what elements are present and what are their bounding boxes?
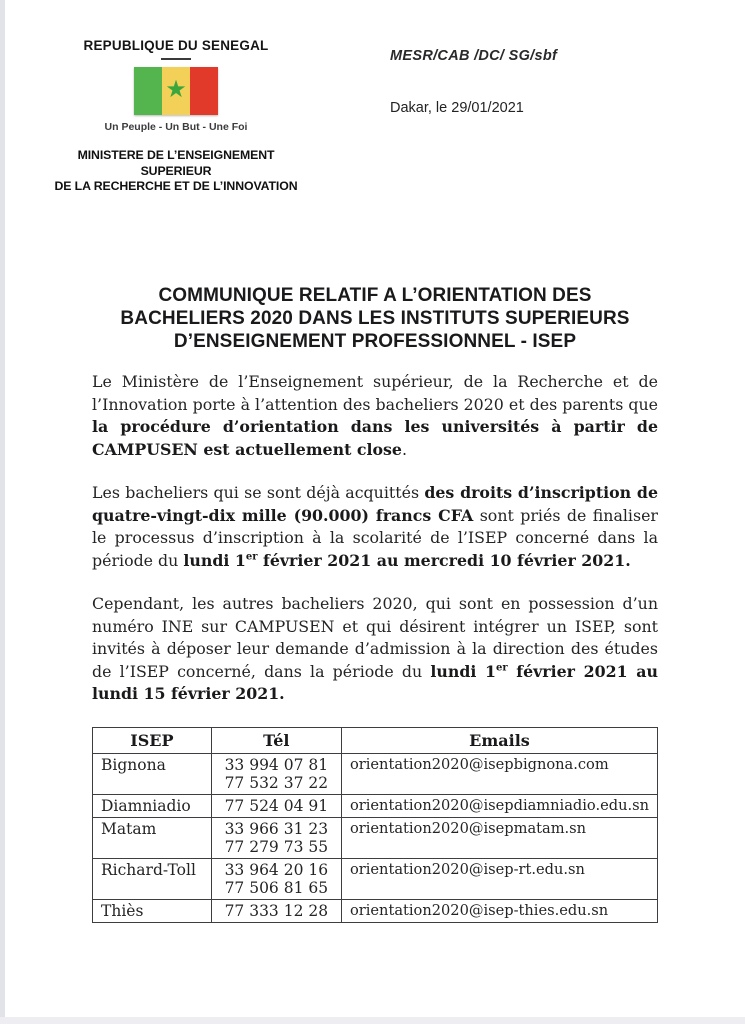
email-cell: orientation2020@isep-thies.edu.sn (341, 899, 657, 922)
title-line-2: BACHELIERS 2020 DANS LES INSTITUTS SUPERIEURS (120, 308, 630, 329)
isep-name-cell: Matam (93, 817, 212, 858)
flag-yellow-band (162, 67, 190, 115)
title-line-3: D’ENSEIGNEMENT PROFESSIONNEL - ISEP (173, 331, 577, 352)
table-row (93, 753, 658, 794)
letterhead-left (50, 38, 302, 195)
document-title (92, 284, 658, 353)
isep-name-cell: Diamniadio (93, 794, 212, 817)
paragraph: Cependant, les autres bacheliers 2020, qui sont en possession d’un numéro INE sur CAMPUSEN et qui désirent intégrer un ISEP, sont invités à déposer leur demande d’admission à la direction des études de l’ISEP concerné, dans la période du lundi 1er février 2021 au lundi 15 février 2021. (92, 594, 658, 703)
email-cell: orientation2020@isepbignona.com (341, 753, 657, 794)
table-row (93, 794, 658, 817)
email-cell: orientation2020@isepdiamniadio.edu.sn (341, 794, 657, 817)
tel-cell (211, 899, 341, 922)
ministry-name (50, 148, 302, 195)
republic-divider (161, 58, 191, 60)
column-header-emails: Emails (341, 727, 657, 753)
table-row (93, 817, 658, 858)
tel-cell (211, 794, 341, 817)
column-header-isep: ISEP (93, 727, 212, 753)
dateline: Dakar, le 29/01/2021 (390, 100, 524, 116)
star-icon: ★ (165, 76, 187, 104)
email-cell: orientation2020@isepmatam.sn (341, 817, 657, 858)
flag-red-band (190, 67, 218, 115)
ministry-line-1: MINISTERE DE L’ENSEIGNEMENT SUPERIEUR (77, 148, 275, 178)
tel-number: 77 279 73 55 (224, 837, 329, 856)
senegal-flag-icon (134, 67, 218, 115)
republic-title: REPUBLIQUE DU SENEGAL (83, 38, 269, 53)
document-reference: MESR/CAB /DC/ SG/sbf (390, 48, 558, 64)
isep-name-cell: Richard-Toll (93, 858, 212, 899)
tel-cell (211, 858, 341, 899)
tel-cell (211, 753, 341, 794)
table-row (93, 858, 658, 899)
national-motto: Un Peuple - Un But - Une Foi (104, 121, 248, 133)
document-body (92, 284, 658, 923)
column-header-tel: Tél (211, 727, 341, 753)
email-cell: orientation2020@isep-rt.edu.sn (341, 858, 657, 899)
paragraph: Le Ministère de l’Enseignement supérieur, de la Recherche et de l’Innovation porte à l’attention des bacheliers 2020 et des parents que la procédure d’orientation dans les universités à partir de CAMPUSEN est actuellement close. (92, 372, 658, 459)
tel-cell (211, 817, 341, 858)
page-edge-left (0, 0, 5, 1024)
tel-number: 77 333 12 28 (224, 901, 329, 920)
tel-number: 77 506 81 65 (224, 878, 329, 897)
tel-number: 33 994 07 81 (224, 755, 329, 774)
ministry-line-2: DE LA RECHERCHE ET DE L’INNOVATION (54, 179, 298, 193)
title-line-1: COMMUNIQUE RELATIF A L’ORIENTATION DES (158, 285, 592, 306)
tel-number: 33 964 20 16 (224, 860, 329, 879)
table-row (93, 899, 658, 922)
letterhead-right (390, 48, 690, 116)
table-header-row (93, 727, 658, 753)
paragraph: Les bacheliers qui se sont déjà acquittés des droits d’inscription de quatre-vingt-dix mille (90.000) francs CFA sont priés de finaliser le processus d’inscription à la scolarité de l’ISEP concerné dans la période du lundi 1er février 2021 au mercredi 10 février 2021. (92, 483, 658, 570)
page-edge-bottom (0, 1017, 745, 1024)
tel-number: 77 532 37 22 (224, 773, 329, 792)
tel-number: 77 524 04 91 (224, 796, 329, 815)
isep-name-cell: Thiès (93, 899, 212, 922)
tel-number: 33 966 31 23 (224, 819, 329, 838)
isep-name-cell: Bignona (93, 753, 212, 794)
flag-green-band (134, 67, 162, 115)
isep-contact-table (92, 727, 658, 923)
paragraphs (92, 371, 658, 706)
